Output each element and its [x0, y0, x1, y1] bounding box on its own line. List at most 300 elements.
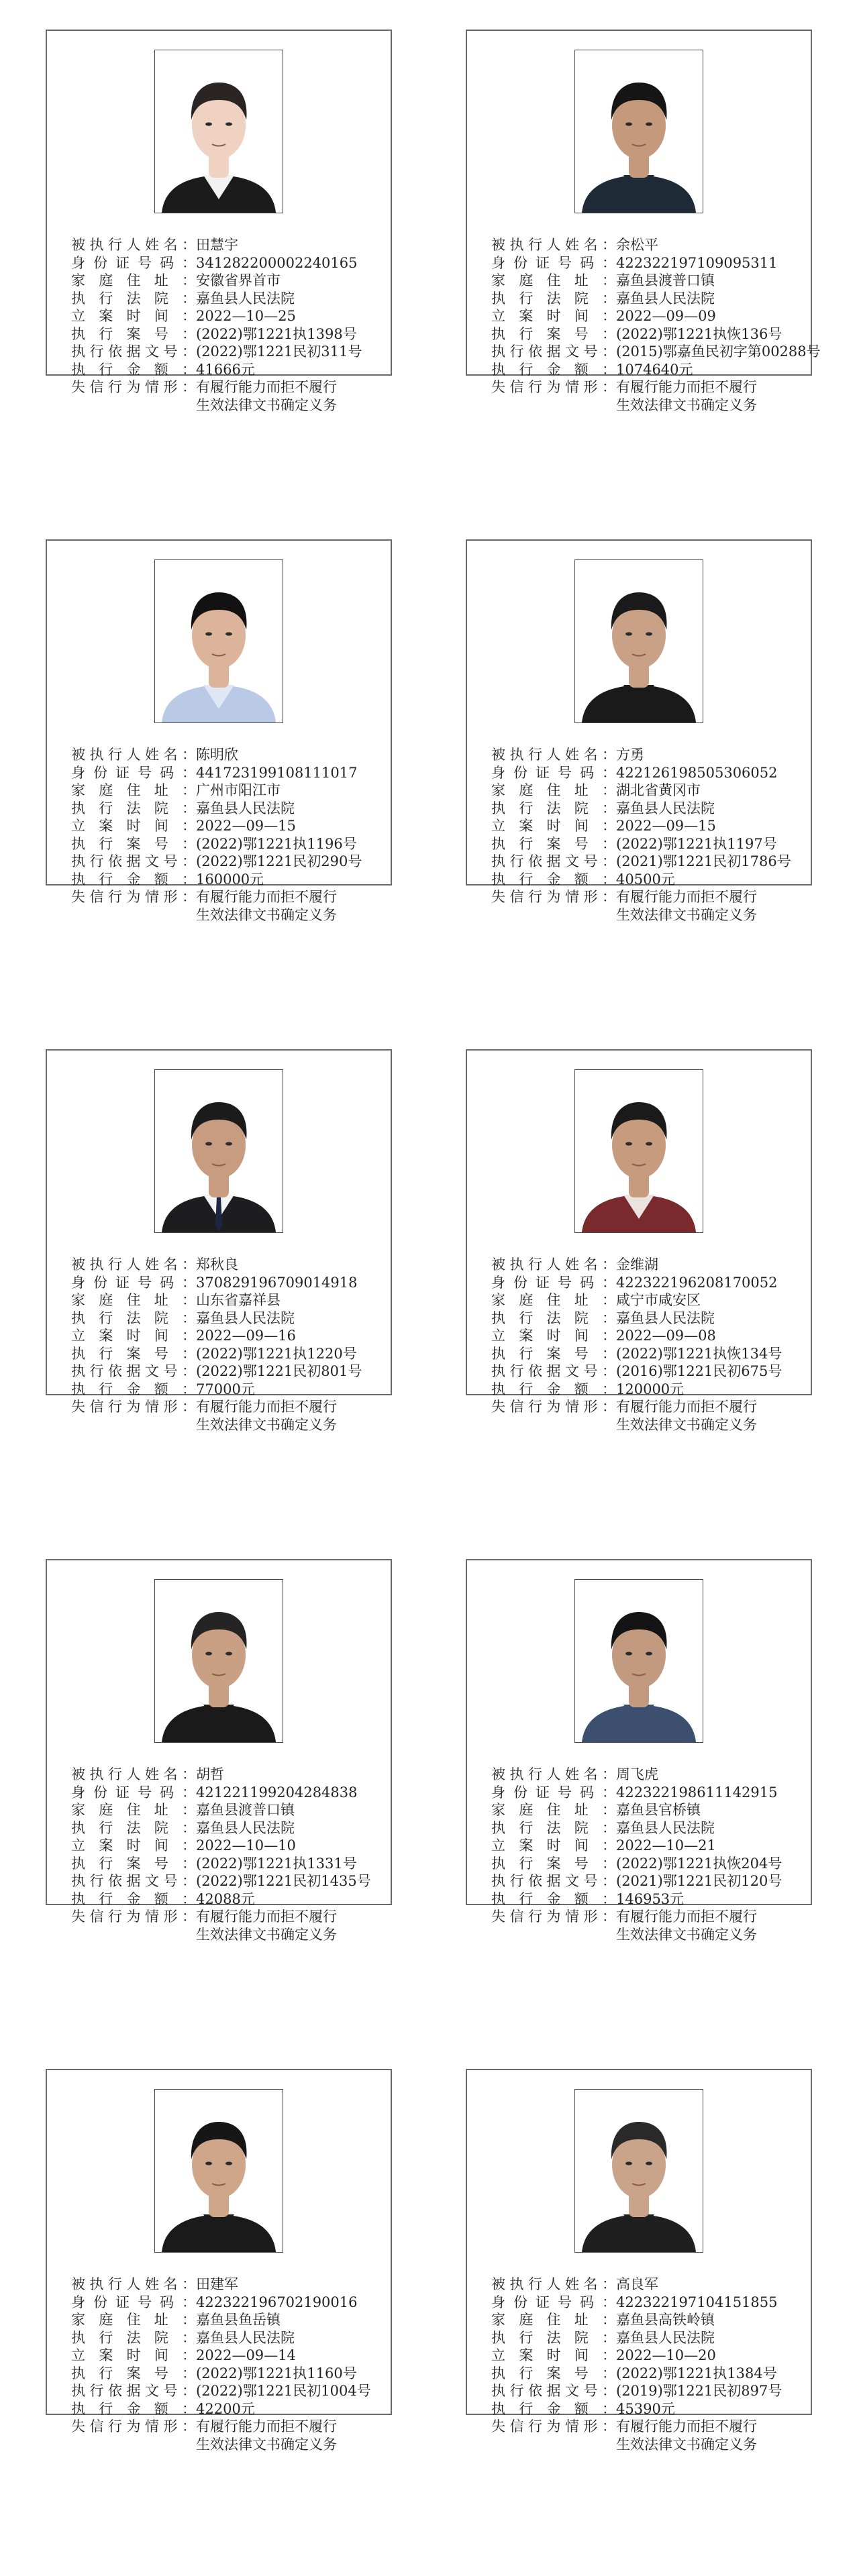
field-value: 安徽省界首市 — [196, 272, 281, 288]
field-label: 执行金额： — [491, 1890, 616, 1907]
field-label: 失信行为情形： — [491, 2418, 616, 2434]
field-value: 陈明欣 — [196, 747, 238, 763]
field-value: 嘉鱼县人民法院 — [196, 2329, 295, 2346]
field-label: 失信行为情形： — [491, 379, 616, 395]
field-value: 郑秋良 — [196, 1256, 238, 1273]
field-value: 方勇 — [616, 747, 644, 763]
field-value: (2021)鄂1221民初120号 — [616, 1873, 782, 1889]
field-value: 嘉鱼县渡普口镇 — [616, 272, 715, 288]
field-label: 执行金额： — [71, 871, 196, 888]
field-label: 执行金额： — [71, 1381, 196, 1397]
field-label: 失信行为情形： — [71, 889, 196, 905]
debtor-photo — [574, 1069, 703, 1233]
info-row-behavior-cont — [71, 2436, 377, 2454]
info-row-case-no — [491, 325, 797, 343]
field-label: 被执行人姓名： — [71, 237, 196, 253]
info-row-amount — [71, 361, 377, 379]
field-value: 周飞虎 — [616, 1766, 658, 1782]
field-label: 身份证号码： — [491, 1274, 616, 1291]
field-value: 422126198505306052 — [616, 764, 778, 781]
field-label: 立案时间： — [71, 2347, 196, 2363]
info-row-id — [71, 254, 377, 272]
info-row-address — [491, 1291, 797, 1309]
field-value: 田慧宇 — [196, 237, 238, 253]
debtor-card — [466, 30, 821, 413]
field-label: 执行依据文号： — [491, 853, 616, 869]
field-value: (2022)鄂1221执1384号 — [616, 2365, 777, 2381]
field-label: 被执行人姓名： — [491, 1256, 616, 1273]
field-value: (2022)鄂1221执1197号 — [616, 835, 777, 852]
info-row-behavior — [491, 1908, 797, 1926]
debtor-photo — [154, 1069, 283, 1233]
field-value: 41666元 — [196, 361, 255, 378]
field-value: 422322196702190016 — [196, 2294, 358, 2310]
info-row-filed — [71, 1327, 377, 1345]
field-label: 身份证号码： — [491, 254, 616, 271]
info-row-name — [71, 746, 377, 764]
info-row-court — [491, 290, 797, 308]
field-label: 失信行为情形： — [71, 1399, 196, 1415]
field-label: 身份证号码： — [491, 764, 616, 781]
field-label: 被执行人姓名： — [71, 747, 196, 763]
field-value: (2022)鄂1221执1196号 — [196, 835, 357, 852]
field-label: 身份证号码： — [71, 254, 196, 271]
field-label: 执行案号： — [491, 325, 616, 342]
field-label: 执行依据文号： — [71, 2383, 196, 2399]
debtor-card — [46, 30, 392, 413]
field-value: (2022)鄂1221执1160号 — [196, 2365, 357, 2381]
debtor-info — [491, 1766, 797, 1943]
field-value: 嘉鱼县人民法院 — [616, 1309, 715, 1326]
info-row-behavior — [71, 888, 377, 906]
field-value: 湖北省黄冈市 — [616, 782, 701, 798]
info-row-filed — [71, 817, 377, 835]
field-label: 家庭住址： — [491, 2312, 616, 2328]
field-value: 生效法律文书确定义务 — [196, 2436, 337, 2453]
debtor-photo — [574, 2089, 703, 2253]
field-label: 执行案号： — [491, 1855, 616, 1872]
info-row-basis — [71, 2382, 377, 2400]
field-value: 生效法律文书确定义务 — [196, 906, 337, 923]
field-value: 山东省嘉祥县 — [196, 1292, 281, 1308]
field-label: 家庭住址： — [491, 1292, 616, 1308]
field-value: 嘉鱼县人民法院 — [196, 1819, 295, 1836]
debtor-card — [466, 1559, 812, 1943]
field-value: (2022)鄂1221民初1435号 — [196, 1873, 371, 1889]
info-row-basis — [71, 1362, 377, 1381]
info-row-address — [491, 1801, 797, 1819]
field-value: 胡哲 — [196, 1766, 224, 1782]
field-value: (2015)鄂嘉鱼民初字第00288号 — [616, 343, 821, 360]
debtor-info — [71, 746, 377, 924]
field-label: 执行依据文号： — [491, 1873, 616, 1889]
info-row-amount — [71, 2400, 377, 2418]
debtor-photo — [574, 50, 703, 213]
info-row-id — [491, 1274, 797, 1292]
info-row-amount — [491, 361, 797, 379]
field-value: 有履行能力而拒不履行 — [616, 889, 757, 905]
field-label: 立案时间： — [71, 1328, 196, 1344]
info-row-id — [491, 254, 797, 272]
field-value: 160000元 — [196, 871, 264, 888]
info-row-amount — [71, 871, 377, 889]
field-value: (2022)鄂1221执1220号 — [196, 1345, 357, 1362]
field-value: 嘉鱼县渡普口镇 — [196, 1802, 295, 1818]
info-row-court — [491, 800, 797, 818]
field-label: 家庭住址： — [491, 272, 616, 288]
field-value: 生效法律文书确定义务 — [616, 906, 757, 923]
field-value: 422322196208170052 — [616, 1274, 778, 1291]
info-row-amount — [71, 1381, 377, 1399]
field-label: 被执行人姓名： — [491, 747, 616, 763]
info-row-id — [491, 2294, 797, 2312]
field-value: 422322197104151855 — [616, 2294, 778, 2310]
field-label: 执行法院： — [491, 290, 616, 307]
info-row-behavior — [491, 2418, 797, 2436]
info-row-basis — [71, 1872, 377, 1890]
field-label: 执行金额： — [491, 1381, 616, 1397]
field-value: 嘉鱼县高铁岭镇 — [616, 2312, 715, 2328]
debtor-photo — [574, 559, 703, 723]
field-value: 高良军 — [616, 2276, 658, 2292]
field-value: 120000元 — [616, 1381, 685, 1397]
field-label: 执行案号： — [71, 325, 196, 342]
field-value: 嘉鱼县人民法院 — [196, 290, 295, 307]
field-value: 441723199108111017 — [196, 764, 358, 781]
info-row-court — [71, 290, 377, 308]
info-row-case-no — [71, 1345, 377, 1363]
info-row-amount — [71, 1890, 377, 1909]
field-label: 执行案号： — [71, 835, 196, 852]
debtor-photo — [154, 50, 283, 213]
field-value: (2022)鄂1221执恢134号 — [616, 1345, 782, 1362]
field-label: 失信行为情形： — [71, 379, 196, 395]
field-label: 被执行人姓名： — [491, 1766, 616, 1782]
info-row-behavior-cont — [71, 396, 377, 415]
field-value: 嘉鱼县人民法院 — [196, 800, 295, 816]
debtor-card — [46, 1049, 392, 1433]
field-value: 146953元 — [616, 1890, 685, 1907]
info-row-filed — [71, 1837, 377, 1855]
field-label: 被执行人姓名： — [491, 2276, 616, 2292]
info-row-court — [71, 1819, 377, 1837]
info-row-behavior — [491, 1398, 797, 1416]
field-value: 生效法律文书确定义务 — [616, 1416, 757, 1433]
info-row-behavior-cont — [491, 906, 797, 924]
info-row-behavior-cont — [491, 1926, 797, 1944]
field-label: 立案时间： — [491, 818, 616, 834]
field-value: (2022)鄂1221民初801号 — [196, 1363, 362, 1379]
field-value: (2022)鄂1221民初311号 — [196, 343, 362, 360]
field-value: 嘉鱼县人民法院 — [616, 290, 715, 307]
info-row-basis — [71, 853, 377, 871]
debtor-card — [466, 1049, 812, 1433]
field-value: 2022—09—16 — [196, 1328, 296, 1344]
debtor-photo — [154, 2089, 283, 2253]
field-label: 执行金额： — [71, 1890, 196, 1907]
field-value: 生效法律文书确定义务 — [616, 2436, 757, 2453]
field-value: 2022—09—15 — [196, 818, 296, 834]
info-row-amount — [491, 1381, 797, 1399]
info-row-case-no — [491, 1345, 797, 1363]
debtor-info — [71, 1256, 377, 1434]
field-value: 77000元 — [196, 1381, 255, 1397]
field-label: 失信行为情形： — [71, 2418, 196, 2434]
field-value: (2016)鄂1221民初675号 — [616, 1363, 782, 1379]
info-row-name — [71, 2275, 377, 2294]
field-label: 身份证号码： — [71, 1784, 196, 1801]
info-row-id — [71, 1784, 377, 1802]
field-label: 执行金额： — [491, 871, 616, 888]
field-value: 嘉鱼县人民法院 — [616, 800, 715, 816]
info-row-case-no — [71, 2365, 377, 2383]
field-label: 家庭住址： — [491, 1802, 616, 1818]
field-label: 执行依据文号： — [491, 343, 616, 360]
field-value: 2022—10—20 — [616, 2347, 716, 2363]
debtor-info — [491, 2275, 797, 2453]
field-value: 生效法律文书确定义务 — [196, 1926, 337, 1943]
field-label: 执行案号： — [491, 2365, 616, 2381]
field-value: 有履行能力而拒不履行 — [616, 1399, 757, 1415]
field-value: 有履行能力而拒不履行 — [196, 2418, 337, 2434]
field-value: 42088元 — [196, 1890, 255, 1907]
field-value: 422322198611142915 — [616, 1784, 778, 1801]
field-value: 嘉鱼县人民法院 — [616, 1819, 715, 1836]
info-row-filed — [491, 1837, 797, 1855]
field-label: 失信行为情形： — [491, 889, 616, 905]
field-value: 嘉鱼县人民法院 — [616, 2329, 715, 2346]
field-value: 生效法律文书确定义务 — [196, 1416, 337, 1433]
info-row-behavior — [491, 888, 797, 906]
info-row-basis — [71, 343, 377, 361]
field-label: 执行法院： — [71, 1819, 196, 1836]
field-value: 2022—10—25 — [196, 308, 296, 324]
debtor-card — [466, 2069, 812, 2453]
info-row-id — [491, 1784, 797, 1802]
info-row-address — [491, 2311, 797, 2329]
field-value: 341282200002240165 — [196, 254, 358, 271]
info-row-name — [71, 1766, 377, 1784]
debtor-photo — [574, 1579, 703, 1743]
field-value: 421221199204284838 — [196, 1784, 358, 1801]
field-value: 嘉鱼县官桥镇 — [616, 1802, 701, 1818]
field-value: 45390元 — [616, 2400, 675, 2417]
info-row-basis — [491, 1362, 797, 1381]
info-row-name — [491, 746, 797, 764]
info-row-behavior — [491, 378, 797, 396]
field-value: 广州市阳江市 — [196, 782, 281, 798]
field-label: 执行依据文号： — [491, 2383, 616, 2399]
info-row-behavior-cont — [491, 396, 797, 415]
field-label: 执行金额： — [71, 2400, 196, 2417]
field-label: 执行法院： — [491, 2329, 616, 2346]
field-value: 田建军 — [196, 2276, 238, 2292]
field-value: (2022)鄂1221执1331号 — [196, 1855, 357, 1872]
field-value: 金维湖 — [616, 1256, 658, 1273]
field-label: 被执行人姓名： — [71, 2276, 196, 2292]
info-row-name — [71, 236, 377, 254]
field-value: 2022—09—09 — [616, 308, 716, 324]
field-label: 执行法院： — [491, 1819, 616, 1836]
field-label: 失信行为情形： — [491, 1399, 616, 1415]
info-row-court — [71, 1309, 377, 1328]
info-row-id — [71, 764, 377, 782]
field-value: (2022)鄂1221民初290号 — [196, 853, 362, 869]
info-row-court — [491, 2329, 797, 2347]
info-row-basis — [491, 343, 821, 361]
field-label: 执行法院： — [491, 1309, 616, 1326]
field-label: 执行法院： — [491, 800, 616, 816]
debtor-info — [71, 236, 377, 414]
debtor-info — [491, 1256, 797, 1434]
debtor-photo — [154, 559, 283, 723]
info-row-address — [491, 782, 797, 800]
info-row-basis — [491, 1872, 797, 1890]
field-value: 2022—09—14 — [196, 2347, 296, 2363]
info-row-behavior — [71, 1908, 377, 1926]
field-value: 嘉鱼县人民法院 — [196, 1309, 295, 1326]
info-row-case-no — [491, 835, 797, 853]
info-row-case-no — [71, 1855, 377, 1873]
debtor-info — [71, 2275, 377, 2453]
info-row-address — [71, 782, 377, 800]
field-label: 失信行为情形： — [71, 1909, 196, 1925]
info-row-behavior — [71, 378, 377, 396]
field-value: 2022—10—10 — [196, 1837, 296, 1854]
field-label: 身份证号码： — [71, 764, 196, 781]
field-value: (2022)鄂1221执1398号 — [196, 325, 357, 342]
field-value: (2019)鄂1221民初897号 — [616, 2383, 782, 2399]
field-label: 执行依据文号： — [71, 343, 196, 360]
field-value: (2022)鄂1221民初1004号 — [196, 2383, 371, 2399]
info-row-case-no — [71, 835, 377, 853]
field-value: 有履行能力而拒不履行 — [616, 2418, 757, 2434]
info-row-id — [71, 1274, 377, 1292]
info-row-name — [491, 1256, 797, 1274]
field-label: 执行法院： — [71, 800, 196, 816]
field-label: 执行依据文号： — [71, 1873, 196, 1889]
field-label: 执行案号： — [491, 835, 616, 852]
info-row-behavior-cont — [71, 906, 377, 924]
field-label: 家庭住址： — [71, 272, 196, 288]
field-label: 执行依据文号： — [491, 1363, 616, 1379]
info-row-behavior-cont — [491, 1416, 797, 1434]
info-row-address — [71, 2311, 377, 2329]
field-value: (2022)鄂1221执恢136号 — [616, 325, 782, 342]
field-value: 1074640元 — [616, 361, 693, 378]
info-row-case-no — [491, 2365, 797, 2383]
field-label: 执行案号： — [491, 1345, 616, 1362]
field-label: 被执行人姓名： — [491, 237, 616, 253]
field-label: 失信行为情形： — [491, 1909, 616, 1925]
field-label: 身份证号码： — [491, 2294, 616, 2310]
info-row-behavior — [71, 2418, 377, 2436]
info-row-court — [491, 1309, 797, 1328]
info-row-address — [71, 1291, 377, 1309]
field-label: 执行金额： — [491, 361, 616, 378]
field-value: (2022)鄂1221执恢204号 — [616, 1855, 782, 1872]
field-label: 立案时间： — [491, 2347, 616, 2363]
field-value: (2021)鄂1221民初1786号 — [616, 853, 791, 869]
field-label: 执行案号： — [71, 2365, 196, 2381]
field-label: 执行依据文号： — [71, 1363, 196, 1379]
field-value: 余松平 — [616, 237, 658, 253]
field-value: 有履行能力而拒不履行 — [196, 1909, 337, 1925]
debtor-card — [466, 539, 812, 923]
info-row-filed — [71, 2347, 377, 2365]
field-value: 40500元 — [616, 871, 675, 888]
field-value: 有履行能力而拒不履行 — [196, 1399, 337, 1415]
field-value: 有履行能力而拒不履行 — [196, 379, 337, 395]
field-value: 有履行能力而拒不履行 — [196, 889, 337, 905]
info-row-name — [491, 236, 797, 254]
field-label: 执行依据文号： — [71, 853, 196, 869]
info-row-filed — [491, 307, 797, 325]
field-label: 执行法院： — [71, 2329, 196, 2346]
info-row-address — [71, 272, 377, 290]
field-label: 立案时间： — [71, 1837, 196, 1854]
info-row-filed — [491, 1327, 797, 1345]
info-row-basis — [491, 853, 797, 871]
info-row-id — [491, 764, 797, 782]
field-value: 嘉鱼县鱼岳镇 — [196, 2312, 281, 2328]
info-row-name — [491, 2275, 797, 2294]
field-label: 身份证号码： — [71, 1274, 196, 1291]
field-label: 立案时间： — [491, 1837, 616, 1854]
field-label: 立案时间： — [491, 1328, 616, 1344]
info-row-amount — [491, 1890, 797, 1909]
debtor-photo — [154, 1579, 283, 1743]
field-value: 2022—09—15 — [616, 818, 716, 834]
info-row-basis — [491, 2382, 797, 2400]
info-row-court — [71, 800, 377, 818]
field-label: 身份证号码： — [491, 1784, 616, 1801]
debtor-info — [71, 1766, 377, 1943]
field-label: 家庭住址： — [71, 2312, 196, 2328]
debtor-info — [491, 746, 797, 924]
field-value: 2022—09—08 — [616, 1328, 716, 1344]
field-value: 有履行能力而拒不履行 — [616, 1909, 757, 1925]
field-value: 422322197109095311 — [616, 254, 778, 271]
info-row-behavior-cont — [71, 1926, 377, 1944]
info-row-behavior — [71, 1398, 377, 1416]
field-label: 执行法院： — [71, 290, 196, 307]
field-label: 执行案号： — [71, 1345, 196, 1362]
info-row-filed — [491, 2347, 797, 2365]
field-value: 2022—10—21 — [616, 1837, 716, 1854]
field-value: 生效法律文书确定义务 — [616, 396, 757, 413]
info-row-address — [491, 272, 797, 290]
field-label: 家庭住址： — [491, 782, 616, 798]
field-value: 370829196709014918 — [196, 1274, 358, 1291]
field-label: 家庭住址： — [71, 1802, 196, 1818]
info-row-behavior-cont — [491, 2436, 797, 2454]
field-value: 有履行能力而拒不履行 — [616, 379, 757, 395]
field-label: 立案时间： — [71, 308, 196, 324]
info-row-name — [71, 1256, 377, 1274]
field-label: 被执行人姓名： — [71, 1766, 196, 1782]
info-row-amount — [491, 2400, 797, 2418]
info-row-case-no — [491, 1855, 797, 1873]
info-row-case-no — [71, 325, 377, 343]
info-row-court — [491, 1819, 797, 1837]
info-row-filed — [71, 307, 377, 325]
field-label: 身份证号码： — [71, 2294, 196, 2310]
info-row-behavior-cont — [71, 1416, 377, 1434]
field-label: 家庭住址： — [71, 1292, 196, 1308]
field-label: 执行金额： — [71, 361, 196, 378]
field-label: 执行金额： — [491, 2400, 616, 2417]
